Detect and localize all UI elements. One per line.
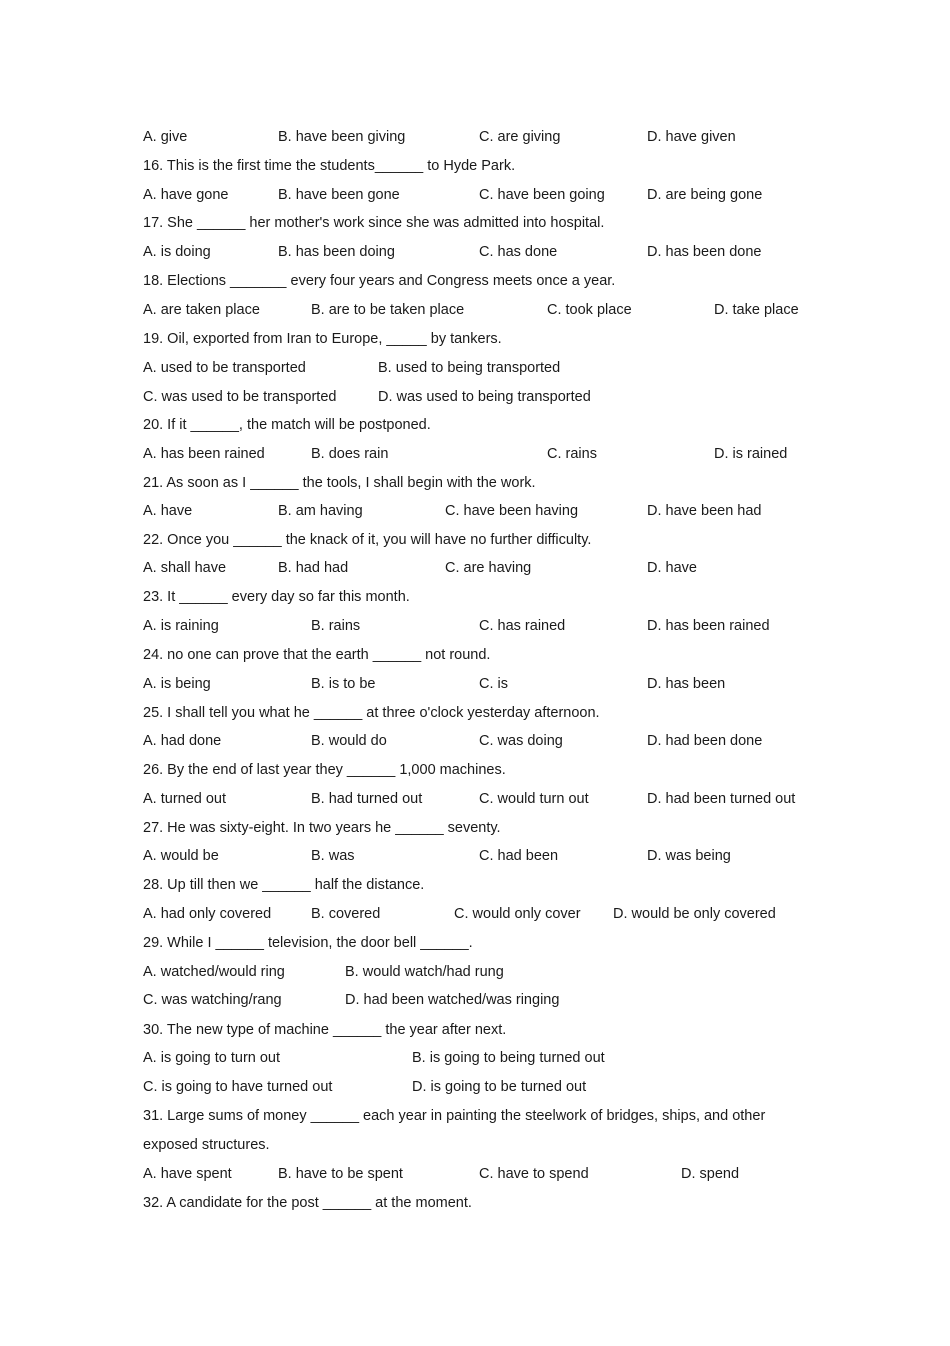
- question-text: 19. Oil, exported from Iran to Europe, _____ by tankers.: [143, 331, 502, 347]
- answer-option: B. was: [311, 848, 355, 864]
- question-text: exposed structures.: [143, 1137, 270, 1153]
- answer-option: D. has been rained: [647, 618, 770, 634]
- question-text: 23. It ______ every day so far this month.: [143, 589, 410, 605]
- answer-option: C. would turn out: [479, 791, 589, 807]
- answer-option: C. was doing: [479, 733, 563, 749]
- answer-option: C. is: [479, 676, 508, 692]
- question-text: 26. By the end of last year they ______ 1,000 machines.: [143, 762, 506, 778]
- question-text: 29. While I ______ television, the door bell ______.: [143, 935, 473, 951]
- question-text: 24. no one can prove that the earth ______ not round.: [143, 647, 491, 663]
- answer-option: B. is to be: [311, 676, 376, 692]
- answer-option: D. is going to be turned out: [412, 1079, 587, 1095]
- answer-option: D. have given: [647, 129, 736, 145]
- answer-option: A. would be: [143, 848, 219, 864]
- answer-option: B. have to be spent: [278, 1166, 403, 1182]
- answer-option: B. covered: [311, 906, 381, 922]
- answer-option: C. was used to be transported: [143, 389, 337, 405]
- answer-option: D. are being gone: [647, 187, 763, 203]
- answer-option: B. used to being transported: [378, 360, 561, 376]
- question-text: 16. This is the first time the students______ to Hyde Park.: [143, 158, 516, 174]
- answer-option: B. had had: [278, 560, 349, 576]
- answer-option: D. spend: [681, 1166, 740, 1182]
- answer-option: A. have gone: [143, 187, 229, 203]
- answer-option: C. was watching/rang: [143, 992, 282, 1008]
- question-text: 21. As soon as I ______ the tools, I shall begin with the work.: [143, 475, 536, 491]
- question-text: 20. If it ______, the match will be postponed.: [143, 417, 431, 433]
- answer-option: B. have been giving: [278, 129, 406, 145]
- question-text: 22. Once you ______ the knack of it, you will have no further difficulty.: [143, 532, 592, 548]
- answer-option: C. has rained: [479, 618, 566, 634]
- answer-option: D. has been: [647, 676, 726, 692]
- answer-option: A. has been rained: [143, 446, 265, 462]
- answer-option: B. am having: [278, 503, 363, 519]
- answer-option: A. is going to turn out: [143, 1050, 281, 1066]
- answer-option: A. is doing: [143, 244, 211, 260]
- answer-option: B. would do: [311, 733, 387, 749]
- answer-option: A. used to be transported: [143, 360, 306, 376]
- answer-option: A. had only covered: [143, 906, 272, 922]
- answer-option: D. has been done: [647, 244, 762, 260]
- answer-option: A. had done: [143, 733, 222, 749]
- answer-option: A. watched/would ring: [143, 964, 285, 980]
- question-text: 17. She ______ her mother's work since she was admitted into hospital.: [143, 215, 605, 231]
- answer-option: B. have been gone: [278, 187, 400, 203]
- answer-option: D. have: [647, 560, 697, 576]
- answer-option: C. are having: [445, 560, 532, 576]
- answer-option: D. is rained: [714, 446, 788, 462]
- answer-option: C. took place: [547, 302, 632, 318]
- answer-option: C. has done: [479, 244, 558, 260]
- answer-option: D. was being: [647, 848, 731, 864]
- answer-option: A. turned out: [143, 791, 227, 807]
- answer-option: C. had been: [479, 848, 559, 864]
- answer-option: C. rains: [547, 446, 597, 462]
- answer-option: A. are taken place: [143, 302, 260, 318]
- answer-option: C. would only cover: [454, 906, 581, 922]
- answer-option: C. is going to have turned out: [143, 1079, 333, 1095]
- answer-option: B. are to be taken place: [311, 302, 465, 318]
- answer-option: D. had been turned out: [647, 791, 796, 807]
- answer-option: A. give: [143, 129, 188, 145]
- question-text: 28. Up till then we ______ half the distance.: [143, 877, 425, 893]
- answer-option: D. have been had: [647, 503, 762, 519]
- answer-option: B. had turned out: [311, 791, 423, 807]
- answer-option: A. have: [143, 503, 193, 519]
- answer-option: D. was used to being transported: [378, 389, 591, 405]
- question-text: 32. A candidate for the post ______ at the moment.: [143, 1195, 472, 1211]
- question-text: 27. He was sixty-eight. In two years he ______ seventy.: [143, 820, 501, 836]
- answer-option: C. are giving: [479, 129, 561, 145]
- answer-option: B. has been doing: [278, 244, 395, 260]
- answer-option: D. would be only covered: [613, 906, 776, 922]
- question-text: 31. Large sums of money ______ each year in painting the steelwork of bridges, ships, and other: [143, 1108, 766, 1124]
- answer-option: C. have been having: [445, 503, 579, 519]
- answer-option: C. have been going: [479, 187, 605, 203]
- answer-option: B. rains: [311, 618, 361, 634]
- answer-option: B. does rain: [311, 446, 389, 462]
- answer-option: B. would watch/had rung: [345, 964, 504, 980]
- question-text: 30. The new type of machine ______ the year after next.: [143, 1022, 507, 1038]
- answer-option: A. is raining: [143, 618, 219, 634]
- answer-option: B. is going to being turned out: [412, 1050, 605, 1066]
- question-text: 18. Elections _______ every four years and Congress meets once a year.: [143, 273, 616, 289]
- answer-option: A. is being: [143, 676, 211, 692]
- answer-option: A. shall have: [143, 560, 227, 576]
- answer-option: A. have spent: [143, 1166, 232, 1182]
- answer-option: D. had been done: [647, 733, 763, 749]
- answer-option: C. have to spend: [479, 1166, 589, 1182]
- question-text: 25. I shall tell you what he ______ at three o'clock yesterday afternoon.: [143, 705, 600, 721]
- answer-option: D. had been watched/was ringing: [345, 992, 560, 1008]
- answer-option: D. take place: [714, 302, 799, 318]
